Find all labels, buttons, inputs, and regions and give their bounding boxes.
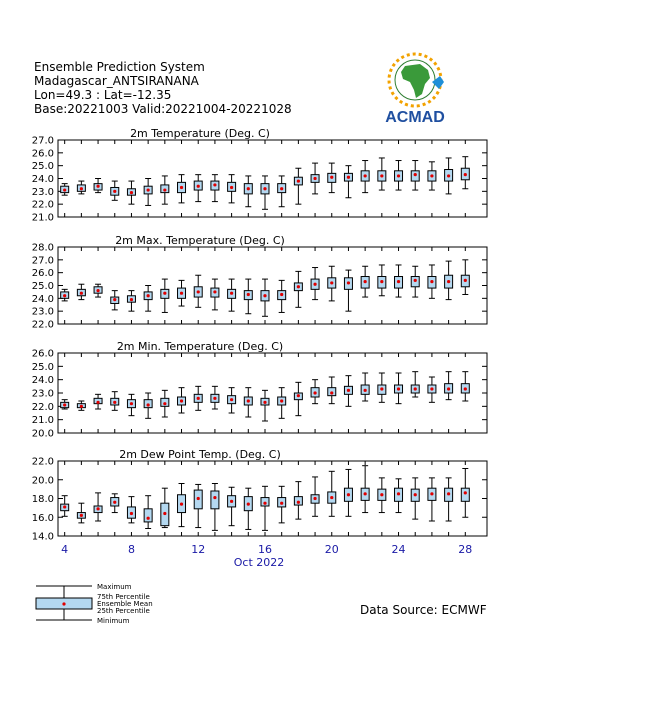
y-tick-label: 25.0	[31, 281, 54, 292]
box-day-23	[378, 373, 386, 402]
x-tick-label: 16	[257, 543, 272, 556]
mean-point	[464, 279, 467, 282]
box-day-7	[111, 494, 119, 513]
mean-point	[347, 389, 350, 392]
box-day-20	[328, 163, 336, 193]
box-day-8	[127, 394, 135, 415]
mean-point	[280, 502, 283, 505]
mean-point	[330, 496, 333, 499]
mean-point	[63, 294, 66, 297]
box-day-7	[111, 181, 119, 200]
y-tick-label: 24.0	[31, 293, 54, 305]
mean-point	[263, 502, 266, 505]
chart-frame	[58, 461, 487, 536]
mean-point	[464, 173, 467, 176]
chart-title: 2m Temperature (Deg. C)	[130, 127, 270, 140]
mean-point	[130, 402, 133, 405]
y-tick-label: 26.0	[31, 348, 54, 360]
y-tick-label: 20.0	[31, 428, 54, 440]
box-day-5	[77, 284, 85, 299]
mean-point	[180, 292, 183, 295]
mean-point	[113, 190, 116, 193]
mean-point	[430, 280, 433, 283]
mean-point	[430, 174, 433, 177]
x-tick-label: 8	[127, 543, 135, 556]
mean-point	[313, 283, 316, 286]
mean-point	[247, 399, 250, 402]
box-day-6	[94, 284, 102, 297]
legend-label-p25: 25th Percentile	[97, 607, 150, 615]
y-tick-label: 25.0	[31, 361, 54, 373]
y-tick-label: 22.0	[31, 319, 54, 331]
box-day-6	[94, 394, 102, 409]
mean-point	[447, 174, 450, 177]
mean-point	[280, 399, 283, 402]
box-day-15	[244, 279, 252, 314]
box-day-9	[144, 179, 152, 206]
y-tick-label: 24.0	[31, 174, 54, 185]
mean-point	[347, 176, 350, 179]
mean-point	[230, 500, 233, 503]
box-day-26	[428, 162, 436, 190]
iqr-box	[211, 491, 219, 509]
box-day-5	[77, 401, 85, 410]
box-day-22	[361, 161, 369, 193]
mean-point	[297, 179, 300, 182]
mean-point	[397, 387, 400, 390]
box-day-28	[461, 372, 469, 401]
box-day-20	[328, 377, 336, 404]
y-tick-label: 22.0	[31, 199, 54, 211]
box-day-14	[228, 175, 236, 203]
box-day-4	[61, 184, 69, 196]
header-dates: Base:20221003 Valid:20221004-20221028	[34, 102, 292, 116]
box-day-28	[461, 469, 469, 518]
mean-point	[313, 391, 316, 394]
box-day-25	[411, 161, 419, 191]
mean-point	[347, 281, 350, 284]
box-day-11	[178, 175, 186, 203]
y-tick-label: 18.0	[31, 494, 54, 505]
mean-point	[163, 292, 166, 295]
box-day-11	[178, 484, 186, 527]
box-day-27	[445, 372, 453, 400]
mean-point	[280, 293, 283, 296]
box-day-28	[461, 157, 469, 189]
mean-point	[80, 292, 83, 295]
box-day-15	[244, 388, 252, 417]
y-tick-label: 14.0	[31, 531, 54, 543]
box-day-9	[144, 393, 152, 418]
mean-point	[147, 517, 150, 520]
box-day-21	[344, 469, 352, 516]
mean-point	[96, 289, 99, 292]
box-day-6	[94, 179, 102, 193]
mean-point	[180, 503, 183, 506]
box-day-4	[61, 289, 69, 301]
box-day-16	[261, 390, 269, 421]
mean-point	[297, 501, 300, 504]
box-day-26	[428, 265, 436, 298]
box-day-22	[361, 466, 369, 513]
box-day-9	[144, 286, 152, 312]
box-day-16	[261, 279, 269, 316]
box-day-17	[278, 280, 286, 312]
y-tick-label: 23.0	[31, 306, 54, 318]
box-day-18	[294, 482, 302, 520]
box-day-26	[428, 377, 436, 402]
box-day-13	[211, 279, 219, 310]
box-day-17	[278, 388, 286, 419]
chart-frame	[58, 140, 487, 217]
box-day-19	[311, 163, 319, 194]
mean-point	[263, 294, 266, 297]
box-day-10	[161, 488, 169, 527]
box-day-24	[395, 161, 403, 191]
box-day-20	[328, 266, 336, 301]
mean-point	[313, 497, 316, 500]
mean-point	[63, 505, 66, 508]
y-tick-label: 26.0	[31, 268, 54, 280]
mean-point	[130, 191, 133, 194]
box-day-24	[395, 373, 403, 404]
box-day-5	[77, 503, 85, 523]
mean-point	[380, 280, 383, 283]
x-tick-label: 12	[191, 543, 206, 556]
box-day-10	[161, 390, 169, 417]
mean-point	[447, 280, 450, 283]
mean-point	[297, 394, 300, 397]
mean-point	[96, 507, 99, 510]
mean-point	[163, 188, 166, 191]
mean-point	[230, 186, 233, 189]
chart-panel-3	[32, 340, 487, 440]
box-day-19	[311, 268, 319, 300]
box-day-22	[361, 373, 369, 401]
mean-point	[364, 389, 367, 392]
box-day-21	[344, 270, 352, 311]
box-day-17	[278, 486, 286, 523]
box-day-27	[445, 478, 453, 521]
mean-point	[147, 188, 150, 191]
box-day-23	[378, 158, 386, 190]
mean-point	[247, 503, 250, 506]
mean-point	[380, 493, 383, 496]
header-location: Madagascar_ANTSIRANANA	[34, 74, 199, 88]
mean-point	[113, 298, 116, 301]
mean-point	[197, 397, 200, 400]
header-title: Ensemble Prediction System	[34, 60, 205, 74]
y-tick-label: 22.0	[31, 401, 54, 413]
mean-point	[163, 512, 166, 515]
box-day-19	[311, 477, 319, 516]
mean-point	[180, 399, 183, 402]
mean-point	[230, 292, 233, 295]
mean-point	[147, 294, 150, 297]
box-day-14	[228, 487, 236, 525]
y-tick-label: 16.0	[31, 512, 54, 524]
mean-point	[113, 501, 116, 504]
box-day-11	[178, 280, 186, 306]
header-coords: Lon=49.3 : Lat=-12.35	[34, 88, 172, 102]
mean-point	[380, 387, 383, 390]
mean-point	[330, 391, 333, 394]
x-tick-label: 4	[61, 543, 69, 556]
y-tick-label: 22.0	[31, 456, 54, 468]
mean-point	[380, 174, 383, 177]
box-day-13	[211, 484, 219, 531]
mean-point	[213, 290, 216, 293]
box-day-22	[361, 266, 369, 297]
chart-panel-1	[32, 127, 487, 224]
box-day-21	[344, 166, 352, 198]
legend-label-maximum: Maximum	[97, 583, 132, 591]
mean-point	[414, 279, 417, 282]
mean-point	[330, 281, 333, 284]
mean-point	[80, 514, 83, 517]
mean-point	[414, 493, 417, 496]
mean-point	[130, 512, 133, 515]
mean-point	[230, 398, 233, 401]
y-tick-label: 20.0	[31, 475, 54, 487]
box-day-8	[127, 291, 135, 312]
mean-point	[147, 403, 150, 406]
y-tick-label: 26.0	[31, 148, 54, 160]
mean-point	[247, 293, 250, 296]
mean-point	[397, 492, 400, 495]
mean-point	[213, 183, 216, 186]
mean-point	[213, 496, 216, 499]
chart-title: 2m Min. Temperature (Deg. C)	[116, 340, 284, 353]
box-day-23	[378, 265, 386, 296]
mean-point	[213, 397, 216, 400]
box-day-25	[411, 478, 419, 519]
y-tick-label: 27.0	[31, 135, 54, 147]
box-day-23	[378, 478, 386, 513]
mean-point	[364, 280, 367, 283]
mean-point	[80, 187, 83, 190]
box-day-10	[161, 279, 169, 312]
mean-point	[280, 187, 283, 190]
mean-point	[63, 188, 66, 191]
box-day-24	[395, 265, 403, 297]
box-day-26	[428, 478, 436, 521]
y-tick-label: 23.0	[31, 186, 54, 198]
box-day-7	[111, 392, 119, 411]
mean-point	[96, 401, 99, 404]
box-day-5	[77, 181, 85, 194]
box-day-25	[411, 266, 419, 297]
box-day-18	[294, 168, 302, 204]
box-day-12	[194, 275, 202, 307]
box-day-8	[127, 181, 135, 204]
mean-point	[197, 185, 200, 188]
y-tick-label: 24.0	[31, 375, 54, 387]
mean-point	[163, 402, 166, 405]
box-day-19	[311, 380, 319, 404]
box-day-28	[461, 260, 469, 295]
mean-point	[96, 185, 99, 188]
box-day-12	[194, 484, 202, 527]
y-tick-label: 25.0	[31, 161, 54, 173]
mean-point	[364, 492, 367, 495]
box-day-14	[228, 388, 236, 413]
mean-point	[263, 187, 266, 190]
box-day-9	[144, 496, 152, 529]
y-tick-label: 21.0	[31, 415, 54, 427]
box-day-6	[94, 493, 102, 521]
mean-point	[63, 403, 66, 406]
iqr-box	[461, 488, 469, 501]
mean-point	[263, 401, 266, 404]
mean-point	[197, 290, 200, 293]
box-day-12	[194, 175, 202, 202]
box-day-10	[161, 176, 169, 204]
data-source: Data Source: ECMWF	[360, 603, 487, 617]
mean-point	[430, 387, 433, 390]
mean-point	[247, 187, 250, 190]
mean-point	[447, 492, 450, 495]
box-day-27	[445, 261, 453, 300]
iqr-box	[144, 509, 152, 522]
box-day-17	[278, 176, 286, 207]
box-day-20	[328, 471, 336, 516]
mean-point	[197, 497, 200, 500]
chart-title: 2m Max. Temperature (Deg. C)	[115, 234, 285, 247]
mean-point	[113, 401, 116, 404]
box-day-7	[111, 291, 119, 310]
box-day-25	[411, 372, 419, 397]
legend-mean-point	[62, 602, 65, 605]
legend-label-p75: 75th Percentile	[97, 593, 150, 601]
mean-point	[80, 405, 83, 408]
chart-frame	[58, 353, 487, 433]
mean-point	[447, 387, 450, 390]
mean-point	[130, 298, 133, 301]
y-tick-label: 28.0	[31, 242, 54, 254]
mean-point	[397, 174, 400, 177]
x-tick-label: 20	[324, 543, 339, 556]
box-day-13	[211, 175, 219, 202]
mean-point	[347, 493, 350, 496]
y-tick-label: 21.0	[31, 212, 54, 224]
box-day-15	[244, 176, 252, 207]
legend-label-mean: Ensemble Mean	[97, 600, 153, 608]
y-tick-label: 23.0	[31, 388, 54, 400]
box-day-8	[127, 497, 135, 523]
mean-point	[330, 176, 333, 179]
box-day-14	[228, 279, 236, 311]
legend	[36, 583, 153, 625]
chart-frame	[58, 247, 487, 324]
mean-point	[397, 280, 400, 283]
acmad-logo-text: ACMAD	[385, 109, 445, 126]
x-axis-label: Oct 2022	[233, 556, 285, 569]
y-tick-label: 27.0	[31, 255, 54, 267]
mean-point	[414, 173, 417, 176]
chart-title: 2m Dew Point Temp. (Deg. C)	[119, 448, 281, 461]
box-day-24	[395, 479, 403, 513]
box-day-13	[211, 386, 219, 409]
x-tick-label: 28	[458, 543, 473, 556]
mean-point	[313, 177, 316, 180]
box-day-16	[261, 486, 269, 530]
box-day-18	[294, 271, 302, 307]
box-day-4	[61, 400, 69, 409]
chart-panel-2	[32, 234, 487, 331]
box-day-11	[178, 388, 186, 413]
box-day-16	[261, 176, 269, 209]
mean-point	[464, 387, 467, 390]
box-day-18	[294, 382, 302, 415]
box-day-21	[344, 376, 352, 407]
mean-point	[430, 492, 433, 495]
box-day-15	[244, 488, 252, 529]
mean-point	[297, 285, 300, 288]
mean-point	[364, 174, 367, 177]
x-tick-label: 24	[391, 543, 406, 556]
mean-point	[414, 387, 417, 390]
mean-point	[180, 186, 183, 189]
box-day-27	[445, 158, 453, 194]
mean-point	[464, 491, 467, 494]
legend-label-minimum: Minimum	[97, 617, 130, 625]
box-day-12	[194, 386, 202, 410]
chart-panel-4	[32, 448, 487, 543]
